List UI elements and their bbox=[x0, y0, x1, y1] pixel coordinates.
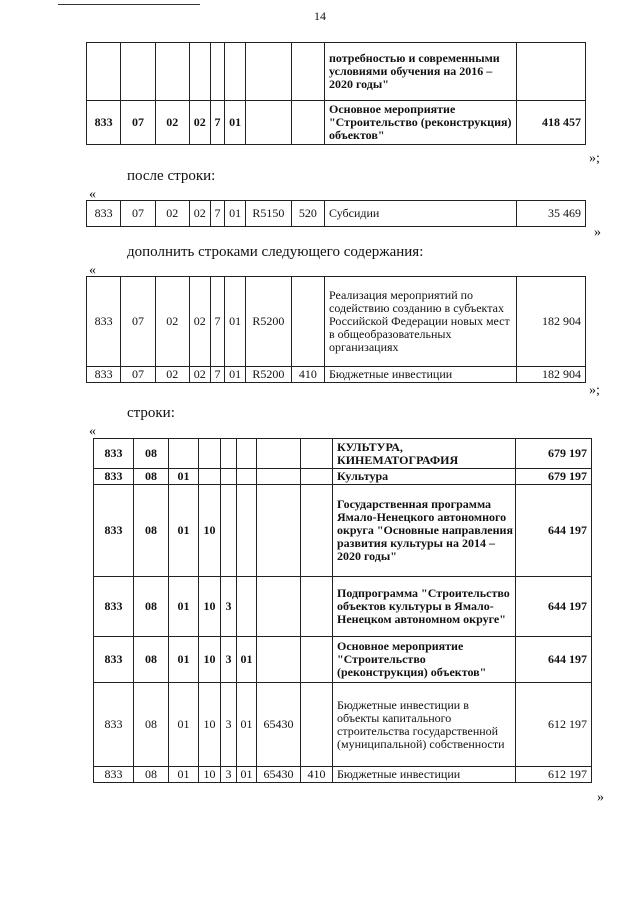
target-code-cell bbox=[246, 43, 292, 101]
amount-cell: 182 904 bbox=[517, 367, 586, 383]
section-code-cell: 08 bbox=[134, 485, 169, 577]
amount-cell: 644 197 bbox=[516, 577, 592, 637]
admin-code-cell bbox=[87, 43, 121, 101]
event-code-cell: 01 bbox=[237, 683, 257, 767]
expense-type-code-cell bbox=[301, 577, 333, 637]
table-row bbox=[87, 201, 586, 227]
subprogram-code-cell: 7 bbox=[210, 277, 225, 367]
expense-type-code-cell bbox=[301, 683, 333, 767]
expense-type-code-cell: 410 bbox=[301, 767, 333, 783]
subsection-code-cell: 01 bbox=[169, 767, 199, 783]
text-add-lines: дополнить строками следующего содержания: bbox=[127, 244, 424, 260]
event-code-cell: 01 bbox=[225, 277, 246, 367]
target-code-cell bbox=[246, 101, 292, 145]
item-name-cell: Основное мероприятие "Строительство (реконструкция) объектов" bbox=[333, 637, 516, 683]
section-code-cell: 07 bbox=[121, 101, 155, 145]
amount-cell: 644 197 bbox=[516, 637, 592, 683]
admin-code-cell: 833 bbox=[94, 469, 134, 485]
target-code-cell: R5200 bbox=[246, 277, 292, 367]
table-row bbox=[94, 637, 592, 683]
opening-quote-3: « bbox=[89, 263, 96, 278]
closing-quote-4: » bbox=[597, 790, 604, 805]
table-row bbox=[87, 43, 586, 101]
budget-table-3 bbox=[86, 276, 586, 383]
table-row bbox=[94, 767, 592, 783]
admin-code-cell: 833 bbox=[94, 439, 134, 469]
header-rule bbox=[58, 4, 200, 5]
event-code-cell: 01 bbox=[225, 367, 246, 383]
expense-type-code-cell bbox=[301, 485, 333, 577]
target-code-cell bbox=[257, 637, 301, 683]
event-code-cell bbox=[237, 439, 257, 469]
amount-cell: 612 197 bbox=[516, 767, 592, 783]
expense-type-code-cell bbox=[291, 277, 324, 367]
amount-cell: 644 197 bbox=[516, 485, 592, 577]
program-code-cell bbox=[199, 439, 221, 469]
section-code-cell: 07 bbox=[121, 201, 155, 227]
program-code-cell: 10 bbox=[199, 485, 221, 577]
item-name-cell: Субсидии bbox=[325, 201, 517, 227]
target-code-cell: R5200 bbox=[246, 367, 292, 383]
section-code-cell: 07 bbox=[121, 367, 155, 383]
item-name-cell: Бюджетные инвестиции bbox=[333, 767, 516, 783]
page-number: 14 bbox=[314, 9, 326, 23]
subsection-code-cell: 01 bbox=[169, 683, 199, 767]
event-code-cell: 01 bbox=[237, 767, 257, 783]
text-lines: строки: bbox=[127, 405, 175, 421]
expense-type-code-cell bbox=[301, 637, 333, 683]
target-code-cell bbox=[257, 469, 301, 485]
subprogram-code-cell bbox=[221, 439, 237, 469]
item-name-cell: Культура bbox=[333, 469, 516, 485]
section-code-cell: 08 bbox=[134, 683, 169, 767]
table-row bbox=[87, 277, 586, 367]
program-code-cell: 10 bbox=[199, 577, 221, 637]
table-row bbox=[94, 439, 592, 469]
budget-table-4 bbox=[93, 438, 592, 783]
item-name-cell: Основное мероприятие "Строительство (реконструкция) объектов" bbox=[325, 101, 517, 145]
expense-type-code-cell bbox=[291, 43, 324, 101]
expense-type-code-cell bbox=[291, 101, 324, 145]
target-code-cell: 65430 bbox=[257, 767, 301, 783]
admin-code-cell: 833 bbox=[87, 201, 121, 227]
program-code-cell: 02 bbox=[189, 201, 210, 227]
admin-code-cell: 833 bbox=[87, 101, 121, 145]
item-name-cell: Бюджетные инвестиции в объекты капитального строительства государственной (муниципальной) собственности bbox=[333, 683, 516, 767]
subprogram-code-cell: 7 bbox=[210, 201, 225, 227]
program-code-cell: 02 bbox=[189, 367, 210, 383]
text-after-line: после строки: bbox=[127, 168, 216, 184]
expense-type-code-cell: 520 bbox=[291, 201, 324, 227]
subprogram-code-cell: 3 bbox=[221, 637, 237, 683]
subprogram-code-cell: 3 bbox=[221, 683, 237, 767]
section-code-cell: 07 bbox=[121, 277, 155, 367]
item-name-cell: потребностью и современными условиями обучения на 2016 – 2020 годы" bbox=[325, 43, 517, 101]
admin-code-cell: 833 bbox=[94, 485, 134, 577]
section-code-cell: 08 bbox=[134, 767, 169, 783]
section-code-cell: 08 bbox=[134, 439, 169, 469]
item-name-cell: Подпрограмма "Строительство объектов культуры в Ямало-Ненецком автономном округе" bbox=[333, 577, 516, 637]
opening-quote-4: « bbox=[89, 424, 96, 439]
event-code-cell bbox=[237, 485, 257, 577]
expense-type-code-cell: 410 bbox=[291, 367, 324, 383]
table-row bbox=[87, 367, 586, 383]
target-code-cell: R5150 bbox=[246, 201, 292, 227]
item-name-cell: Государственная программа Ямало-Ненецкого автономного округа "Основные направления развития культуры на 2014 – 2020 годы" bbox=[333, 485, 516, 577]
closing-quote-2: » bbox=[594, 225, 601, 240]
section-code-cell: 08 bbox=[134, 577, 169, 637]
subsection-code-cell: 01 bbox=[169, 469, 199, 485]
subsection-code-cell: 02 bbox=[155, 101, 189, 145]
subprogram-code-cell bbox=[221, 469, 237, 485]
program-code-cell: 10 bbox=[199, 683, 221, 767]
event-code-cell bbox=[225, 43, 246, 101]
opening-quote-2: « bbox=[89, 187, 96, 202]
table-row bbox=[94, 577, 592, 637]
amount-cell: 679 197 bbox=[516, 439, 592, 469]
subsection-code-cell: 01 bbox=[169, 637, 199, 683]
amount-cell: 612 197 bbox=[516, 683, 592, 767]
target-code-cell bbox=[257, 439, 301, 469]
expense-type-code-cell bbox=[301, 469, 333, 485]
budget-table-1 bbox=[86, 42, 586, 145]
amount-cell: 679 197 bbox=[516, 469, 592, 485]
subprogram-code-cell bbox=[221, 485, 237, 577]
program-code-cell: 02 bbox=[189, 101, 210, 145]
target-code-cell bbox=[257, 577, 301, 637]
amount-cell: 418 457 bbox=[517, 101, 586, 145]
subsection-code-cell: 02 bbox=[155, 367, 189, 383]
event-code-cell: 01 bbox=[237, 637, 257, 683]
event-code-cell: 01 bbox=[225, 201, 246, 227]
admin-code-cell: 833 bbox=[94, 577, 134, 637]
amount-cell: 182 904 bbox=[517, 277, 586, 367]
subsection-code-cell: 01 bbox=[169, 485, 199, 577]
program-code-cell: 10 bbox=[199, 637, 221, 683]
amount-cell bbox=[517, 43, 586, 101]
subprogram-code-cell: 7 bbox=[210, 367, 225, 383]
item-name-cell: КУЛЬТУРА, КИНЕМАТОГРАФИЯ bbox=[333, 439, 516, 469]
admin-code-cell: 833 bbox=[94, 637, 134, 683]
item-name-cell: Бюджетные инвестиции bbox=[325, 367, 517, 383]
program-code-cell bbox=[199, 469, 221, 485]
subprogram-code-cell: 7 bbox=[210, 101, 225, 145]
program-code-cell bbox=[189, 43, 210, 101]
closing-quote-1: »; bbox=[589, 151, 600, 166]
table-row bbox=[94, 469, 592, 485]
subsection-code-cell bbox=[169, 439, 199, 469]
admin-code-cell: 833 bbox=[87, 277, 121, 367]
program-code-cell: 02 bbox=[189, 277, 210, 367]
event-code-cell bbox=[237, 469, 257, 485]
admin-code-cell: 833 bbox=[94, 683, 134, 767]
amount-cell: 35 469 bbox=[517, 201, 586, 227]
subsection-code-cell: 01 bbox=[169, 577, 199, 637]
subprogram-code-cell: 3 bbox=[221, 767, 237, 783]
target-code-cell bbox=[257, 485, 301, 577]
section-code-cell: 08 bbox=[134, 469, 169, 485]
subsection-code-cell bbox=[155, 43, 189, 101]
budget-table-2 bbox=[86, 200, 586, 227]
item-name-cell: Реализация мероприятий по содействию созданию в субъектах Российской Федерации новых мест в общеобразовательных организациях bbox=[325, 277, 517, 367]
subprogram-code-cell bbox=[210, 43, 225, 101]
table-row bbox=[87, 101, 586, 145]
table-row bbox=[94, 485, 592, 577]
subsection-code-cell: 02 bbox=[155, 201, 189, 227]
section-code-cell: 08 bbox=[134, 637, 169, 683]
admin-code-cell: 833 bbox=[94, 767, 134, 783]
table-row bbox=[94, 683, 592, 767]
admin-code-cell: 833 bbox=[87, 367, 121, 383]
program-code-cell: 10 bbox=[199, 767, 221, 783]
subprogram-code-cell: 3 bbox=[221, 577, 237, 637]
closing-quote-3: »; bbox=[589, 383, 600, 398]
expense-type-code-cell bbox=[301, 439, 333, 469]
subsection-code-cell: 02 bbox=[155, 277, 189, 367]
target-code-cell: 65430 bbox=[257, 683, 301, 767]
event-code-cell: 01 bbox=[225, 101, 246, 145]
section-code-cell bbox=[121, 43, 155, 101]
event-code-cell bbox=[237, 577, 257, 637]
